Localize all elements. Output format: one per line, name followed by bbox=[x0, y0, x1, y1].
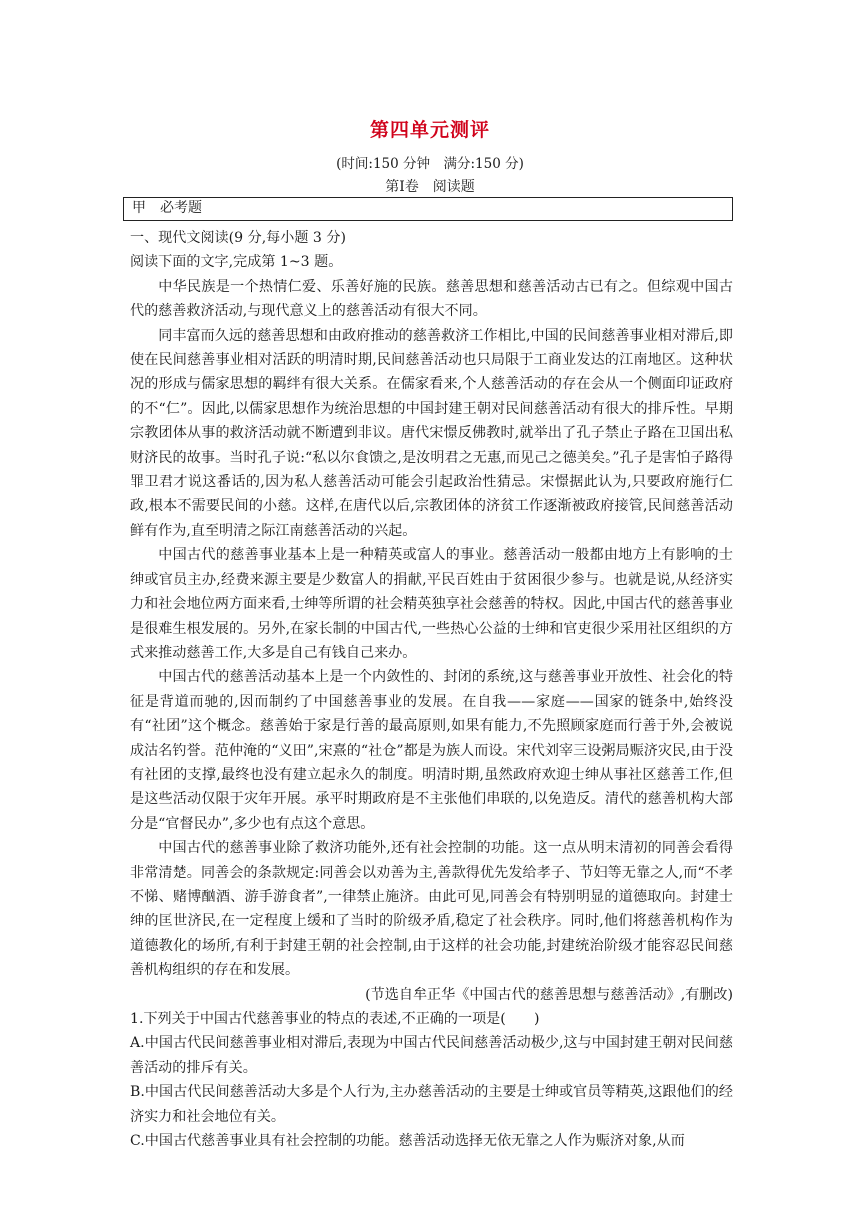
question-1-option-a: A.中国古代民间慈善事业相对滞后,表现为中国古代民间慈善活动极少,这与中国封建王朝对民间慈善活动的排斥有关。 bbox=[130, 1035, 733, 1076]
question-1-option-b: B.中国古代民间慈善活动大多是个人行为,主办慈善活动的主要是士绅或官员等精英,这跟他们的经济实力和社会地位有关。 bbox=[130, 1084, 733, 1125]
question-1-stem: 1.下列关于中国古代慈善事业的特点的表述,不正确的一项是( ) bbox=[130, 1011, 540, 1027]
document-body bbox=[130, 226, 733, 1153]
question-1-option-c: C.中国古代慈善事业具有社会控制的功能。慈善活动选择无依无靠之人作为赈济对象,从而 bbox=[130, 1133, 685, 1150]
page-title: 第四单元测评 bbox=[369, 119, 490, 141]
volume-heading: 第Ⅰ卷 阅读题 bbox=[385, 179, 475, 195]
section-box: 甲 必考题 bbox=[123, 197, 733, 221]
section-title: 一、现代文阅读(9 分,每小题 3 分) bbox=[130, 230, 346, 246]
passage-paragraph-5: 中国古代的慈善事业除了救济功能外,还有社会控制的功能。这一点从明末清初的同善会看得非常清楚。同善会的条款规定:同善会以劝善为主,善款得优先发给孝子、节妇等无靠之人,而“不孝不悌、赌博酗酒、游手游食者”,一律禁止施济。由此可见,同善会有特别明显的道德取向。封建士绅的匡世济民,在一定程度上缓和了当时的阶级矛盾,稳定了社会秩序。同时,他们将慈善机构作为道德教化的场所,有利于封建王朝的社会控制,由于这样的社会功能,封建统治阶级才能容忍民间慈善机构组织的存在和发展。 bbox=[130, 840, 733, 979]
reading-instruction: 阅读下面的文字,完成第 1~3 题。 bbox=[130, 254, 343, 271]
passage-paragraph-1: 中华民族是一个热情仁爱、乐善好施的民族。慈善思想和慈善活动古已有之。但综观中国古代的慈善救济活动,与现代意义上的慈善活动有很大不同。 bbox=[130, 278, 733, 320]
passage-paragraph-4: 中国古代的慈善活动基本上是一个内敛性的、封闭的系统,这与慈善事业开放性、社会化的特征是背道而驰的,因而制约了中国慈善事业的发展。在自我——家庭——国家的链条中,始终没有“社团”这个概念。慈善始于家是行善的最高原则,如果有能力,不先照顾家庭而行善于外,会被说成沽名钓誉。范仲淹的“义田”,宋熹的“社仓”都是为族人而设。宋代刘宰三设粥局赈济灾民,由于没有社团的支撑,最终也没有建立起永久的制度。明清时期,虽然政府欢迎士绅从事社区慈善工作,但是这些活动仅限于灾年开展。承平时期政府是不主张他们串联的,以免造反。清代的慈善机构大部分是“官督民办”,多少也有点这个意思。 bbox=[130, 669, 733, 832]
passage-paragraph-2: 同丰富而久远的慈善思想和由政府推动的慈善救济工作相比,中国的民间慈善事业相对滞后,即使在民间慈善事业相对活跃的明清时期,民间慈善活动也只局限于工商业发达的江南地区。这种状况的形成与儒家思想的羁绊有很大关系。在儒家看来,个人慈善活动的存在会从一个侧面印证政府的不“仁”。因此,以儒家思想作为统治思想的中国封建王朝对民间慈善活动有很大的排斥性。早期宗教团体从事的救济活动就不断遭到非议。唐代宋憬反佛教时,就举出了孔子禁止子路在卫国出私财济民的故事。当时孔子说:“私以尔食馈之,是汝明君之无惠,而见己之德美矣。”孔子是害怕子路得罪卫君才说这番话的,因为私人慈善活动可能会引起政治性猜忌。宋憬据此认为,只要政府施行仁政,根本不需要民间的小慈。这样,在唐代以后,宗教团体的济贫工作逐渐被政府接管,民间慈善活动鲜有作为,直至明清之际江南慈善活动的兴起。 bbox=[130, 327, 733, 539]
passage-paragraph-3: 中国古代的慈善事业基本上是一种精英或富人的事业。慈善活动一般都由地方上有影响的士绅或官员主办,经费来源主要是少数富人的捐献,平民百姓由于贫困很少参与。也就是说,从经济实力和社会地位两方面来看,士绅等所谓的社会精英独享社会慈善的特权。因此,中国古代的慈善事业是很难生根发展的。另外,在家长制的中国古代,一些热心公益的士绅和官吏很少采用社区组织的方式来推动慈善工作,大多是自己有钱自己来办。 bbox=[130, 547, 733, 661]
passage-source: (节选自牟正华《中国古代的慈善思想与慈善活动》,有删改) bbox=[365, 986, 733, 1003]
exam-time-info: (时间:150 分钟 满分:150 分) bbox=[336, 156, 524, 172]
